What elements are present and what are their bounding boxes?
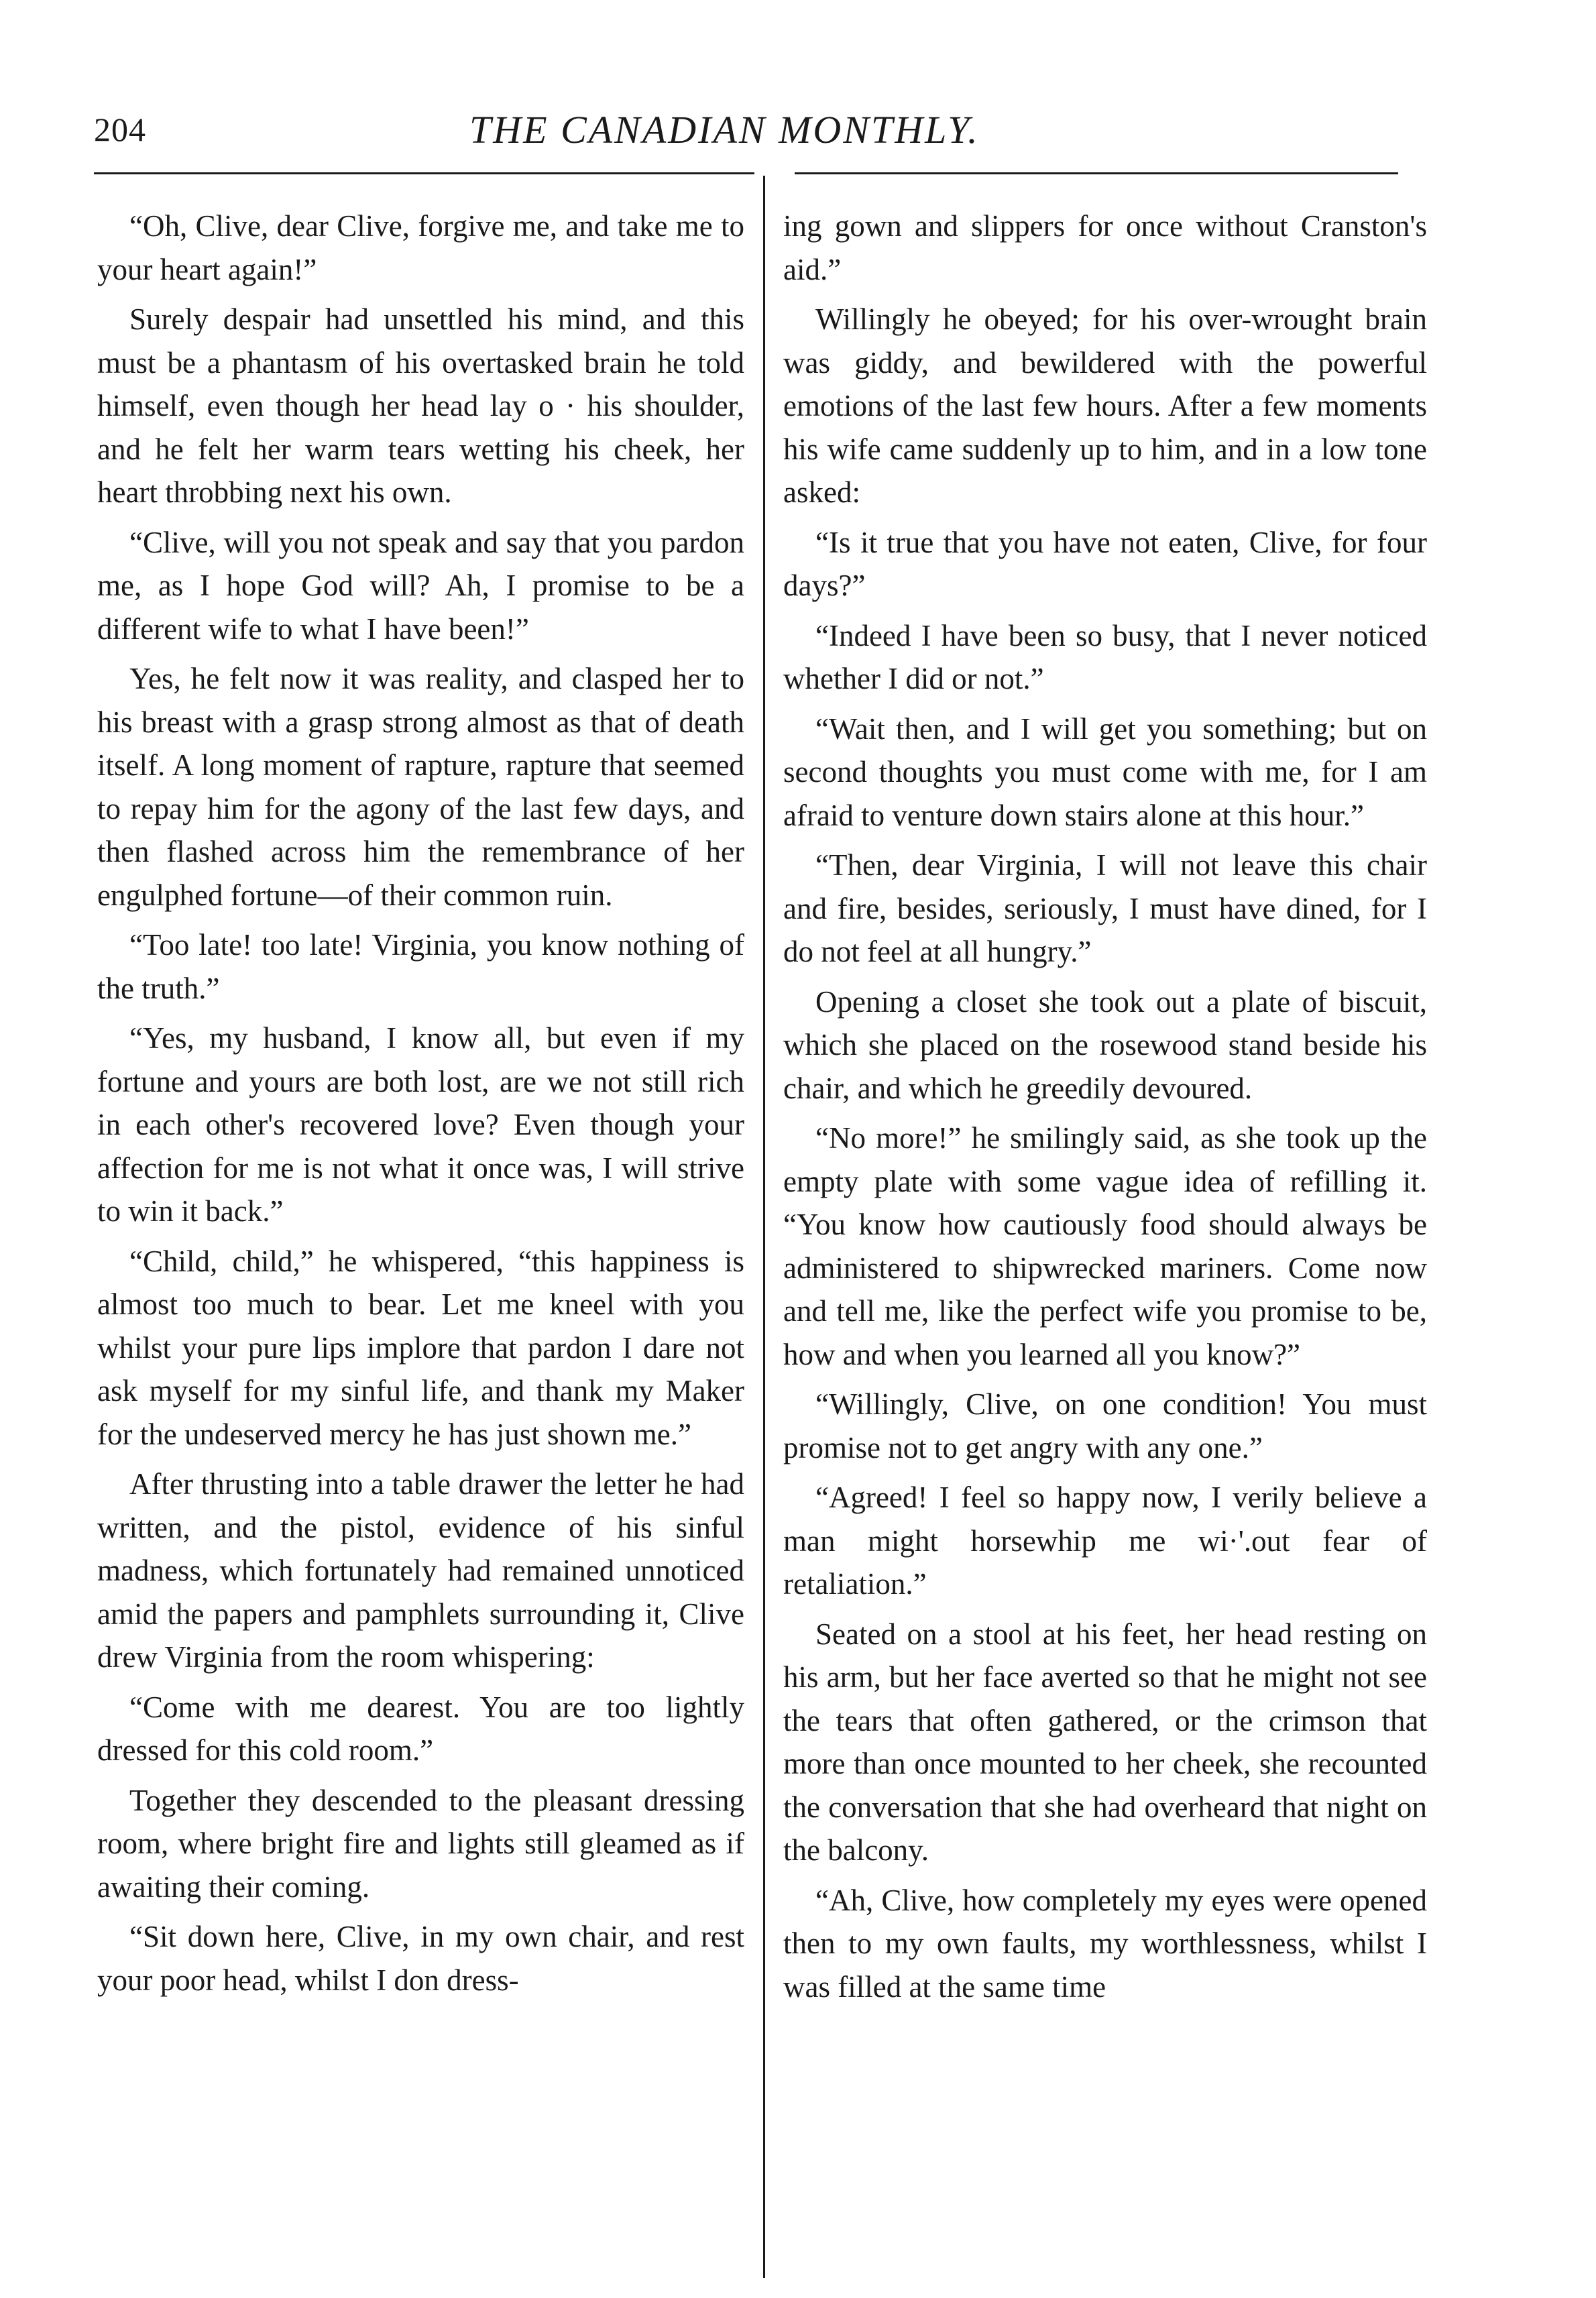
paragraph: “No more!” he smilingly said, as she took up the empty plate with some vague idea of refilling it. “You know how cautiously food should always be administered to shipwrecked mariners. Come now and tell me, like the perfect wife you promise to be, how and when you learned all you know?” xyxy=(783,1121,1427,1371)
paragraph: “Wait then, and I will get you something; but on second thoughts you must come with me, for I am afraid to venture down stairs alone at this hour.” xyxy=(783,711,1427,832)
paragraph: “Then, dear Virginia, I will not leave this chair and fire, besides, seriously, I must have dined, for I do not feel at all hungry.” xyxy=(783,848,1427,968)
page-number: 204 xyxy=(94,111,146,148)
right-column xyxy=(783,205,1427,2015)
paragraph: Together they descended to the pleasant dressing room, where bright fire and lights still gleamed as if awaiting their coming. xyxy=(97,1783,744,1904)
paragraph: Yes, he felt now it was reality, and clasped her to his breast with a grasp strong almost as that of death itself. A long moment of rapture, rapture that seemed to repay him for the agony of the last few days, and then flashed across him the remembrance of her engulphed fortune—of their common ruin. xyxy=(97,662,744,912)
paragraph: “Agreed! I feel so happy now, I verily believe a man might horsewhip me wi·'.out fear of retaliation.” xyxy=(783,1481,1427,1601)
paragraph: “Come with me dearest. You are too lightly dressed for this cold room.” xyxy=(97,1690,744,1767)
paragraph: Surely despair had unsettled his mind, and this must be a phantasm of his overtasked brain he told himself, even though her head lay o · his shoulder, and he felt her warm tears wetting his cheek, her heart throbbing next his own. xyxy=(97,302,744,509)
header-rule-left xyxy=(94,172,754,174)
paragraph: “Sit down here, Clive, in my own chair, and rest your poor head, whilst I don dress- xyxy=(97,1920,744,1997)
paragraph: Willingly he obeyed; for his over-wrought brain was giddy, and bewildered with the powerful emotions of the last few hours. After a few moments his wife came suddenly up to him, and in a low tone asked: xyxy=(783,302,1427,509)
left-column xyxy=(97,205,744,2008)
page-header xyxy=(94,107,1408,161)
paragraph: “Is it true that you have not eaten, Clive, for four days?” xyxy=(783,525,1427,602)
paragraph: “Yes, my husband, I know all, but even if my fortune and yours are both lost, are we not still rich in each other's recovered love? Even though your affection for me is not what it once was, I will strive to win it back.” xyxy=(97,1021,744,1228)
paragraph: “Too late! too late! Virginia, you know nothing of the truth.” xyxy=(97,928,744,1005)
paragraph-continued: ing gown and slippers for once without Cranston's aid.” xyxy=(783,209,1427,286)
column-divider xyxy=(763,176,765,2278)
paragraph: “Clive, will you not speak and say that you pardon me, as I hope God will? Ah, I promise to be a different wife to what I have been!” xyxy=(97,525,744,646)
paragraph: “Ah, Clive, how completely my eyes were opened then to my own faults, my worthlessness, whilst I was filled at the same time xyxy=(783,1883,1427,2004)
paragraph: “Indeed I have been so busy, that I never noticed whether I did or not.” xyxy=(783,618,1427,695)
running-title: THE CANADIAN MONTHLY. xyxy=(469,108,980,152)
paragraph: “Willingly, Clive, on one condition! You must promise not to get angry with any one.” xyxy=(783,1387,1427,1464)
paragraph: Opening a closet she took out a plate of biscuit, which she placed on the rosewood stand beside his chair, and which he greedily devoured. xyxy=(783,984,1427,1105)
header-rule-right xyxy=(795,172,1398,174)
paragraph: “Child, child,” he whispered, “this happiness is almost too much to bear. Let me kneel with you whilst your pure lips implore that pardon I dare not ask myself for my sinful life, and thank my Maker for the undeserved mercy he has just shown me.” xyxy=(97,1244,744,1451)
paragraph: After thrusting into a table drawer the letter he had written, and the pistol, evidence of his sinful madness, which fortunately had remained unnoticed amid the papers and pamphlets surrounding it, Clive drew Virginia from the room whispering: xyxy=(97,1467,744,1674)
paragraph: “Oh, Clive, dear Clive, forgive me, and take me to your heart again!” xyxy=(97,209,744,286)
paragraph: Seated on a stool at his feet, her head resting on his arm, but her face averted so that he might not see the tears that often gathered, or the crimson that more than once mounted to her cheek, she recounted the conversation that she had overheard that night on the balcony. xyxy=(783,1617,1427,1867)
